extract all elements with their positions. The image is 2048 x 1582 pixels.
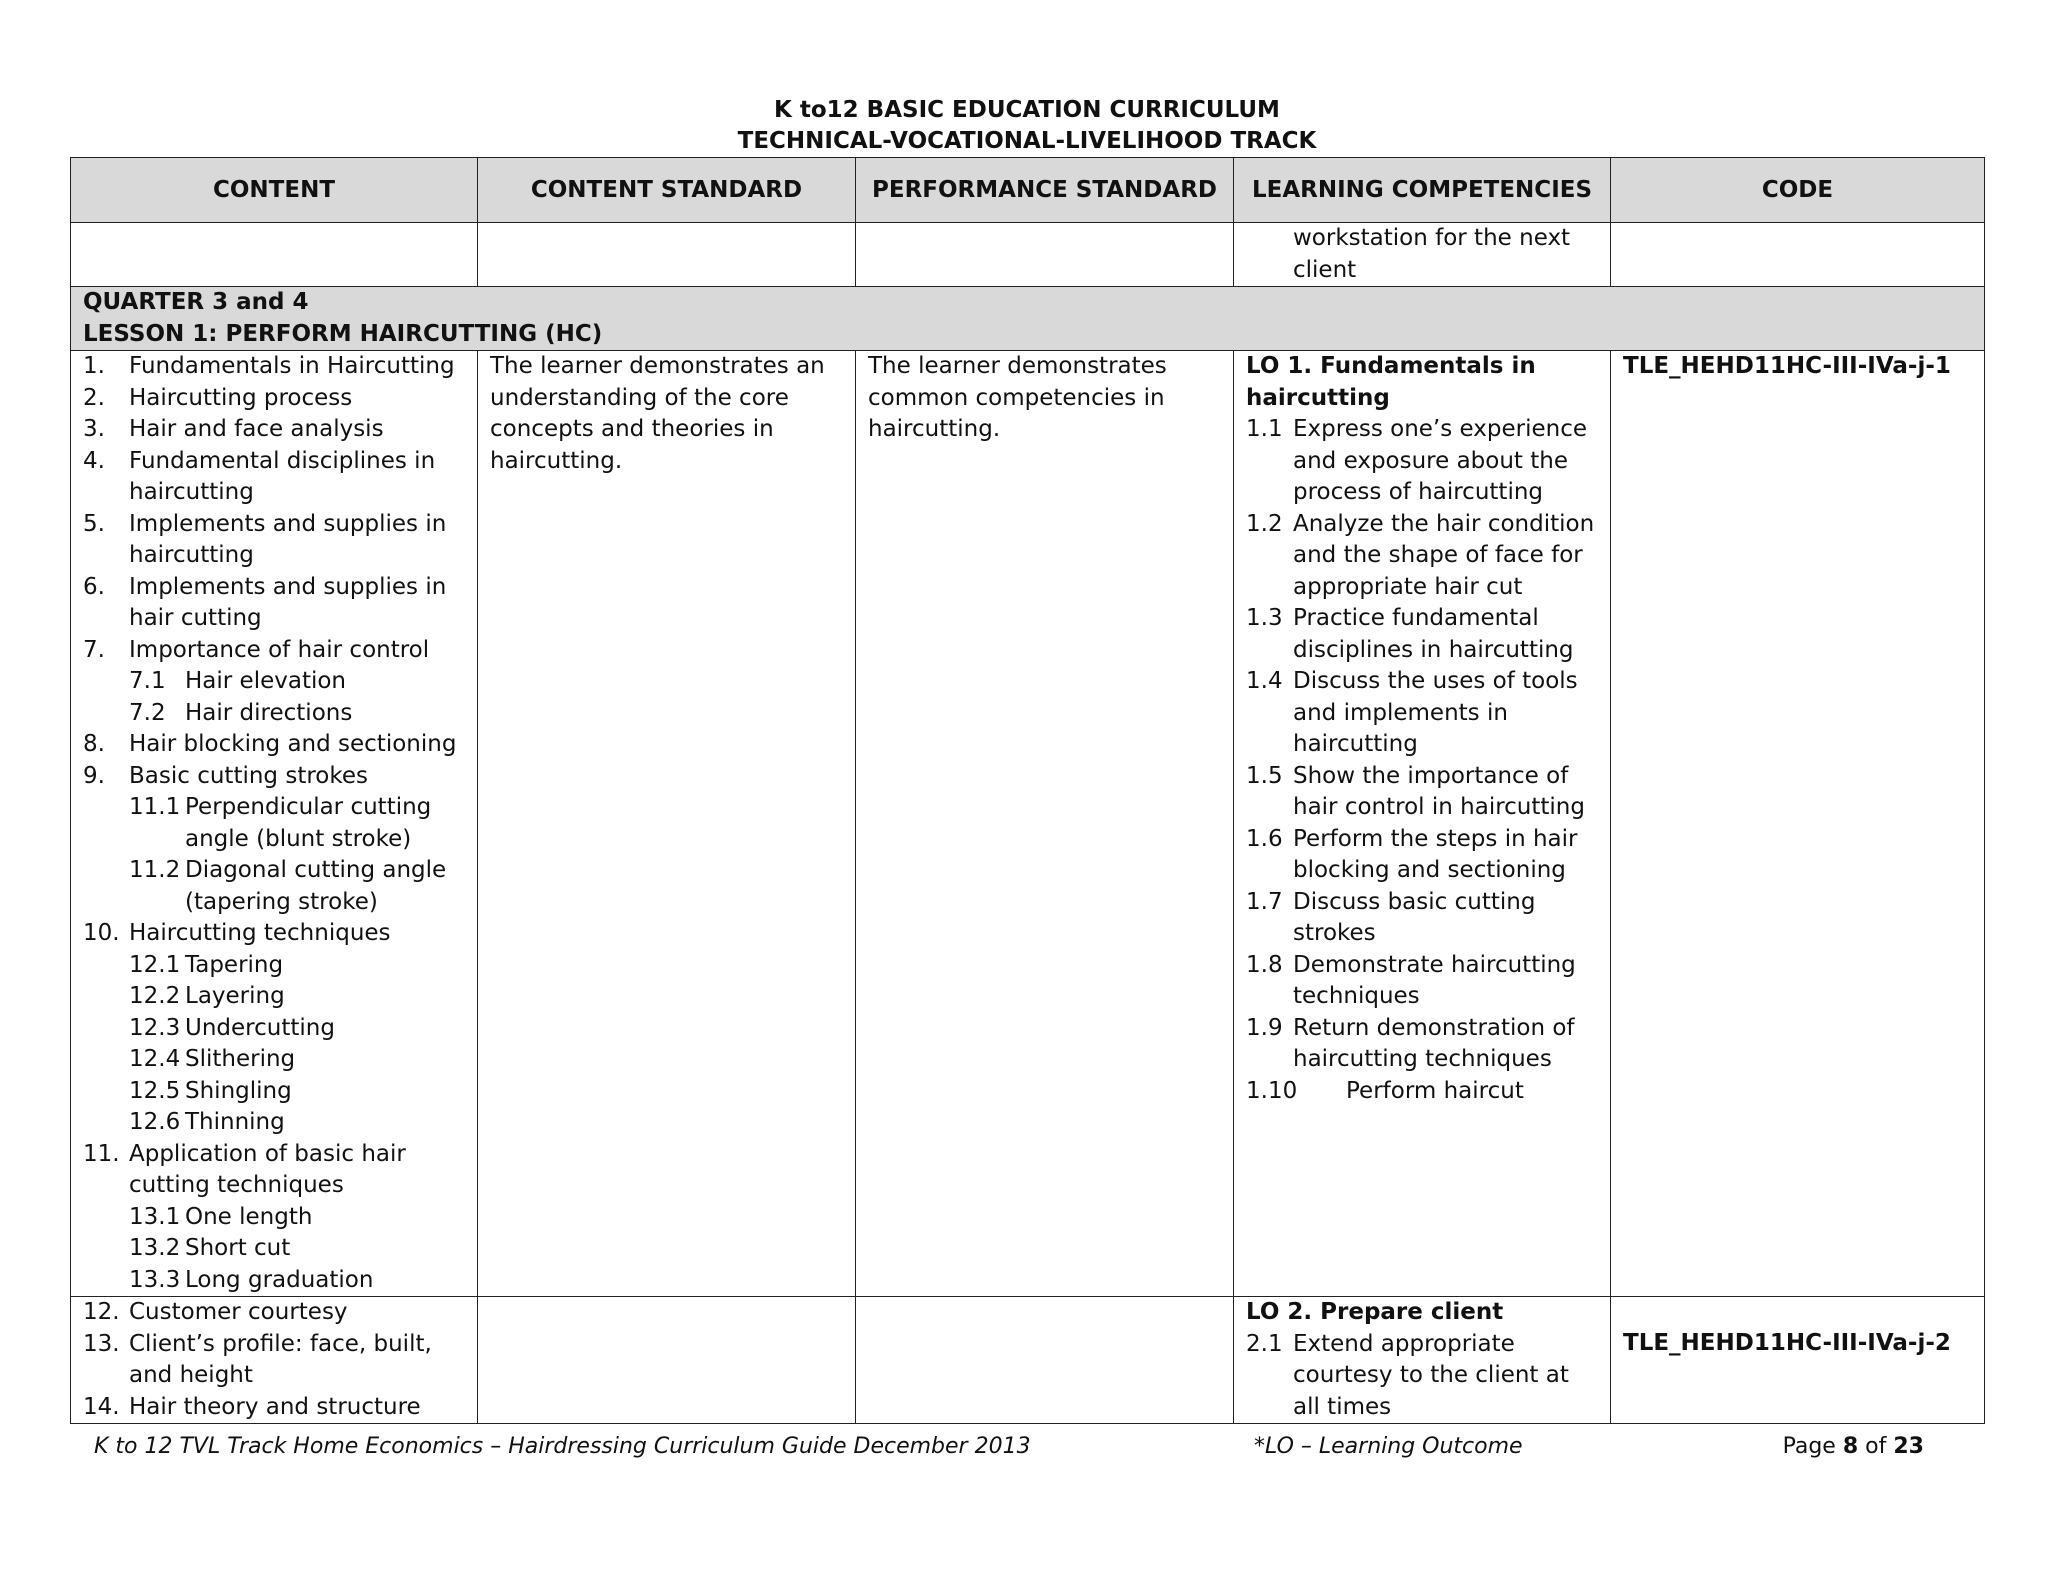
content-subitem: 12.2 Layering	[129, 983, 285, 1009]
competency-item: 1.4 Discuss the uses of tools and implements in haircutting	[1246, 668, 1578, 757]
content-item: 2. Haircutting process	[83, 384, 353, 411]
competency-item: 1.1 Express one’s experience and exposure about the process of haircutting	[1246, 416, 1588, 505]
content-item: 11. Application of basic hair cutting techniques	[83, 1140, 406, 1198]
competency-item: 1.2 Analyze the hair condition and the shape of face for appropriate hair cut	[1246, 510, 1595, 600]
content-item: 10. Haircutting techniques	[83, 920, 391, 946]
content-subitem: 7.2 Hair directions	[129, 699, 353, 726]
competencies-cell	[1234, 1297, 1611, 1424]
content-subitem: 12.5 Shingling	[129, 1077, 292, 1104]
table-row-lo2	[71, 1297, 1985, 1424]
table-row-continued	[71, 223, 1985, 287]
content-subitem: 13.2 Short cut	[129, 1235, 291, 1261]
content-standard-cell: The learner demonstrates an understanding of the core concepts and theories in haircutting.	[478, 351, 856, 1297]
content-item: 9. Basic cutting strokes	[83, 762, 368, 789]
content-item: 13. Client’s profile: face, built, and height	[83, 1330, 432, 1388]
competency-item: 1.5 Show the importance of hair control in haircutting	[1246, 762, 1585, 820]
content-subitem: 13.1 One length	[129, 1203, 313, 1230]
content-cell	[71, 351, 478, 1297]
content-item: 7. Importance of hair control	[83, 636, 430, 663]
table-header-row	[71, 158, 1985, 223]
content-item: 8. Hair blocking and sectioning	[83, 731, 457, 757]
competency-item: 1.9 Return demonstration of haircutting techniques	[1246, 1014, 1575, 1072]
content-item: 3. Hair and face analysis	[83, 416, 384, 442]
quarter-row	[71, 287, 1985, 351]
competency-item: 1.3 Practice fundamental disciplines in haircutting	[1246, 605, 1574, 663]
content-subitem: 12.3 Undercutting	[129, 1014, 335, 1041]
content-item: 5. Implements and supplies in haircutting	[83, 510, 447, 568]
content-item: 6. Implements and supplies in hair cutting	[83, 573, 447, 631]
content-subitem: 11.2 Diagonal cutting angle (tapering stroke)	[129, 857, 447, 915]
content-subitem: 12.6 Thinning	[129, 1109, 285, 1135]
competencies-cell	[1234, 351, 1611, 1297]
content-subitem: 11.1 Perpendicular cutting angle (blunt stroke)	[129, 794, 432, 852]
competency-item: 1.7 Discuss basic cutting strokes	[1246, 888, 1536, 946]
competency-item: 1.6 Perform the steps in hair blocking and sectioning	[1246, 825, 1578, 883]
competency-item: 1.8 Demonstrate haircutting techniques	[1246, 951, 1576, 1009]
curriculum-page	[70, 95, 1984, 1424]
col-header-learning-competencies: LEARNING COMPETENCIES	[1234, 158, 1611, 223]
continued-competency: workstation for the next client	[1234, 223, 1611, 287]
content-subitem: 7.1 Hair elevation	[129, 668, 346, 694]
quarter-label: QUARTER 3 and 4	[83, 289, 309, 315]
col-header-performance-standard: PERFORMANCE STANDARD	[856, 158, 1234, 223]
lesson-label: LESSON 1: PERFORM HAIRCUTTING (HC)	[83, 320, 603, 347]
content-item: 12. Customer courtesy	[83, 1299, 348, 1325]
content-subitem: 12.4 Slithering	[129, 1046, 296, 1072]
content-item: 14. Hair theory and structure	[83, 1393, 421, 1420]
curriculum-table	[70, 157, 1985, 1424]
content-item: 1. Fundamentals in Haircutting	[83, 353, 455, 379]
doc-title-line1: K to12 BASIC EDUCATION CURRICULUM	[774, 97, 1280, 123]
performance-standard-cell: The learner demonstrates common competencies in haircutting.	[856, 351, 1234, 1297]
competency-item: 2.1 Extend appropriate courtesy to the client at all times	[1246, 1330, 1569, 1420]
page-number: Page 8 of 23	[1782, 1434, 1924, 1459]
performance-standard-cell	[856, 1297, 1234, 1424]
table-row-lo1	[71, 351, 1985, 1297]
code-cell: TLE_HEHD11HC-III-IVa-j-2	[1611, 1297, 1985, 1424]
footer-guide-title: K to 12 TVL Track Home Economics – Hairdressing Curriculum Guide December 2013	[94, 1434, 1031, 1459]
content-subitem: 13.3 Long graduation	[129, 1266, 374, 1293]
content-subitem: 12.1 Tapering	[129, 951, 284, 978]
content-standard-cell	[478, 1297, 856, 1424]
code-cell: TLE_HEHD11HC-III-IVa-j-1	[1611, 351, 1985, 1297]
content-cell	[71, 1297, 478, 1424]
col-header-code: CODE	[1611, 158, 1985, 223]
col-header-content-standard: CONTENT STANDARD	[478, 158, 856, 223]
competency-item: 1.10 Perform haircut	[1246, 1077, 1524, 1104]
content-item: 4. Fundamental disciplines in haircutting	[83, 447, 436, 505]
col-header-content: CONTENT	[71, 158, 478, 223]
doc-title-line2: TECHNICAL-VOCATIONAL-LIVELIHOOD TRACK	[737, 128, 1317, 154]
footer-lo-note: *LO – Learning Outcome	[1254, 1434, 1523, 1459]
lo2-title: LO 2. Prepare client	[1246, 1299, 1504, 1325]
lo1-title: LO 1. Fundamentals in haircutting	[1246, 353, 1536, 411]
